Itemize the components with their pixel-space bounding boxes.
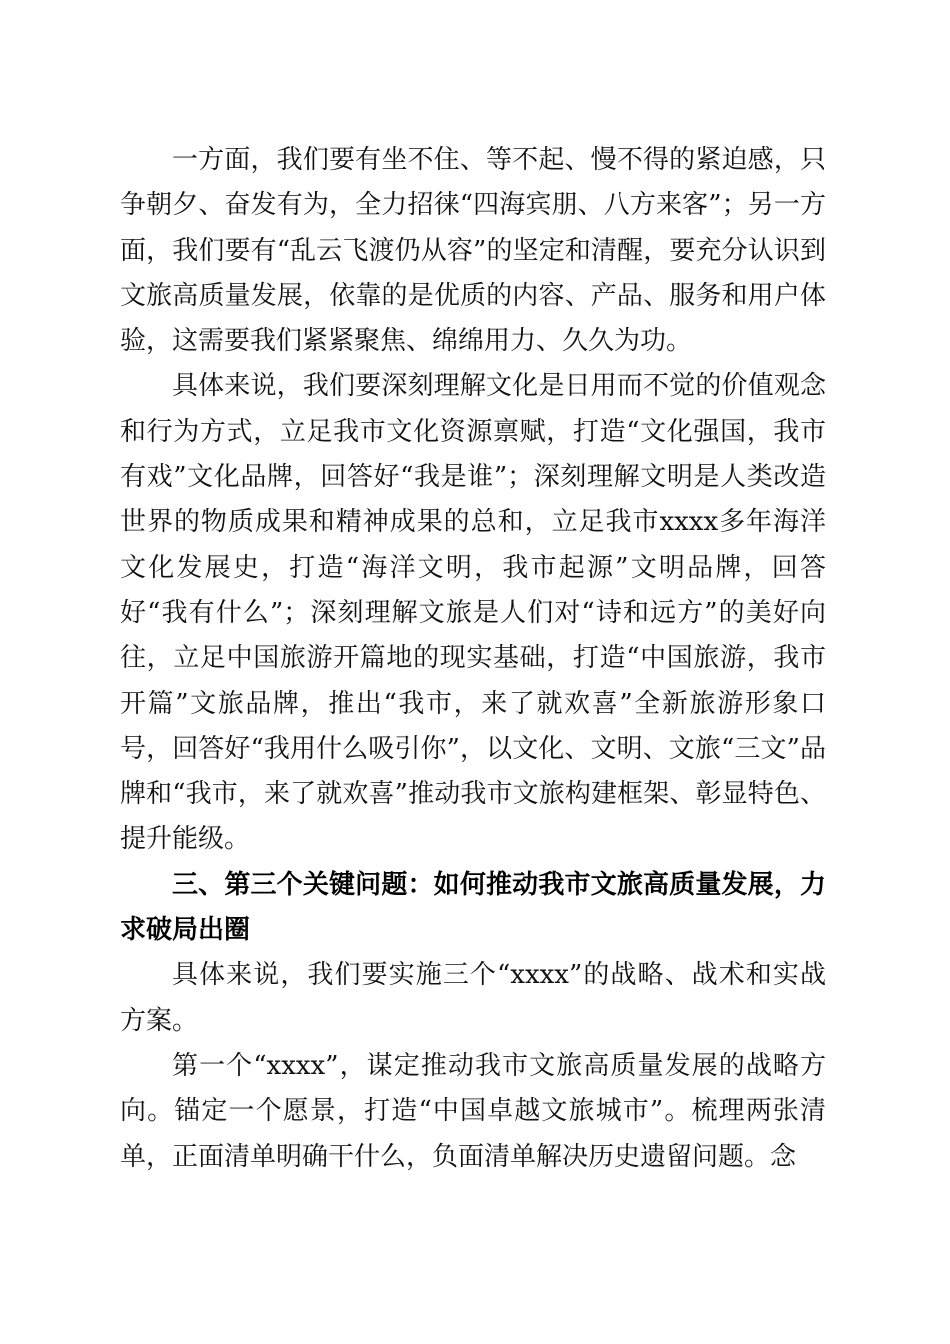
document-body [120, 138, 826, 1180]
section-heading-three: 三、第三个关键问题：如何推动我市文旅高质量发展，力求破局出圈 [120, 869, 826, 946]
paragraph-brands: 具体来说，我们要深刻理解文化是日用而不觉的价值观念和行为方式，立足我市文化资源禀赋，打造“文化强国，我市有戏”文化品牌，回答好“我是谁”；深刻理解文明是人类改造世界的物质成果和精神成果的总和，立足我市xxxx多年海洋文化发展史，打造“海洋文明，我市起源”文明品牌，回答好“我有什么”；深刻理解文旅是人们对“诗和远方”的美好向往，立足中国旅游开篇地的现实基础，打造“中国旅游，我市开篇”文旅品牌，推出“我市，来了就欢喜”全新旅游形象口号，回答好“我用什么吸引你”，以文化、文明、文旅“三文”品牌和“我市，来了就欢喜”推动我市文旅构建框架、彰显特色、提升能级。 [120, 371, 826, 855]
paragraph-strategy-intro: 具体来说，我们要实施三个“xxxx”的战略、战术和实战方案。 [120, 960, 826, 1036]
paragraph-first-strategy: 第一个“xxxx”，谋定推动我市文旅高质量发展的战略方向。锚定一个愿景，打造“中国卓越文旅城市”。梳理两张清单，正面清单明确干什么，负面清单解决历史遗留问题。念 [120, 1050, 826, 1172]
paragraph-urgency: 一方面，我们要有坐不住、等不起、慢不得的紧迫感，只争朝夕、奋发有为，全力招徕“四海宾朋、八方来客”；另一方面，我们要有“乱云飞渡仍从容”的坚定和清醒，要充分认识到文旅高质量发展，依靠的是优质的内容、产品、服务和用户体验，这需要我们紧紧聚焦、绵绵用力、久久为功。 [120, 145, 826, 357]
